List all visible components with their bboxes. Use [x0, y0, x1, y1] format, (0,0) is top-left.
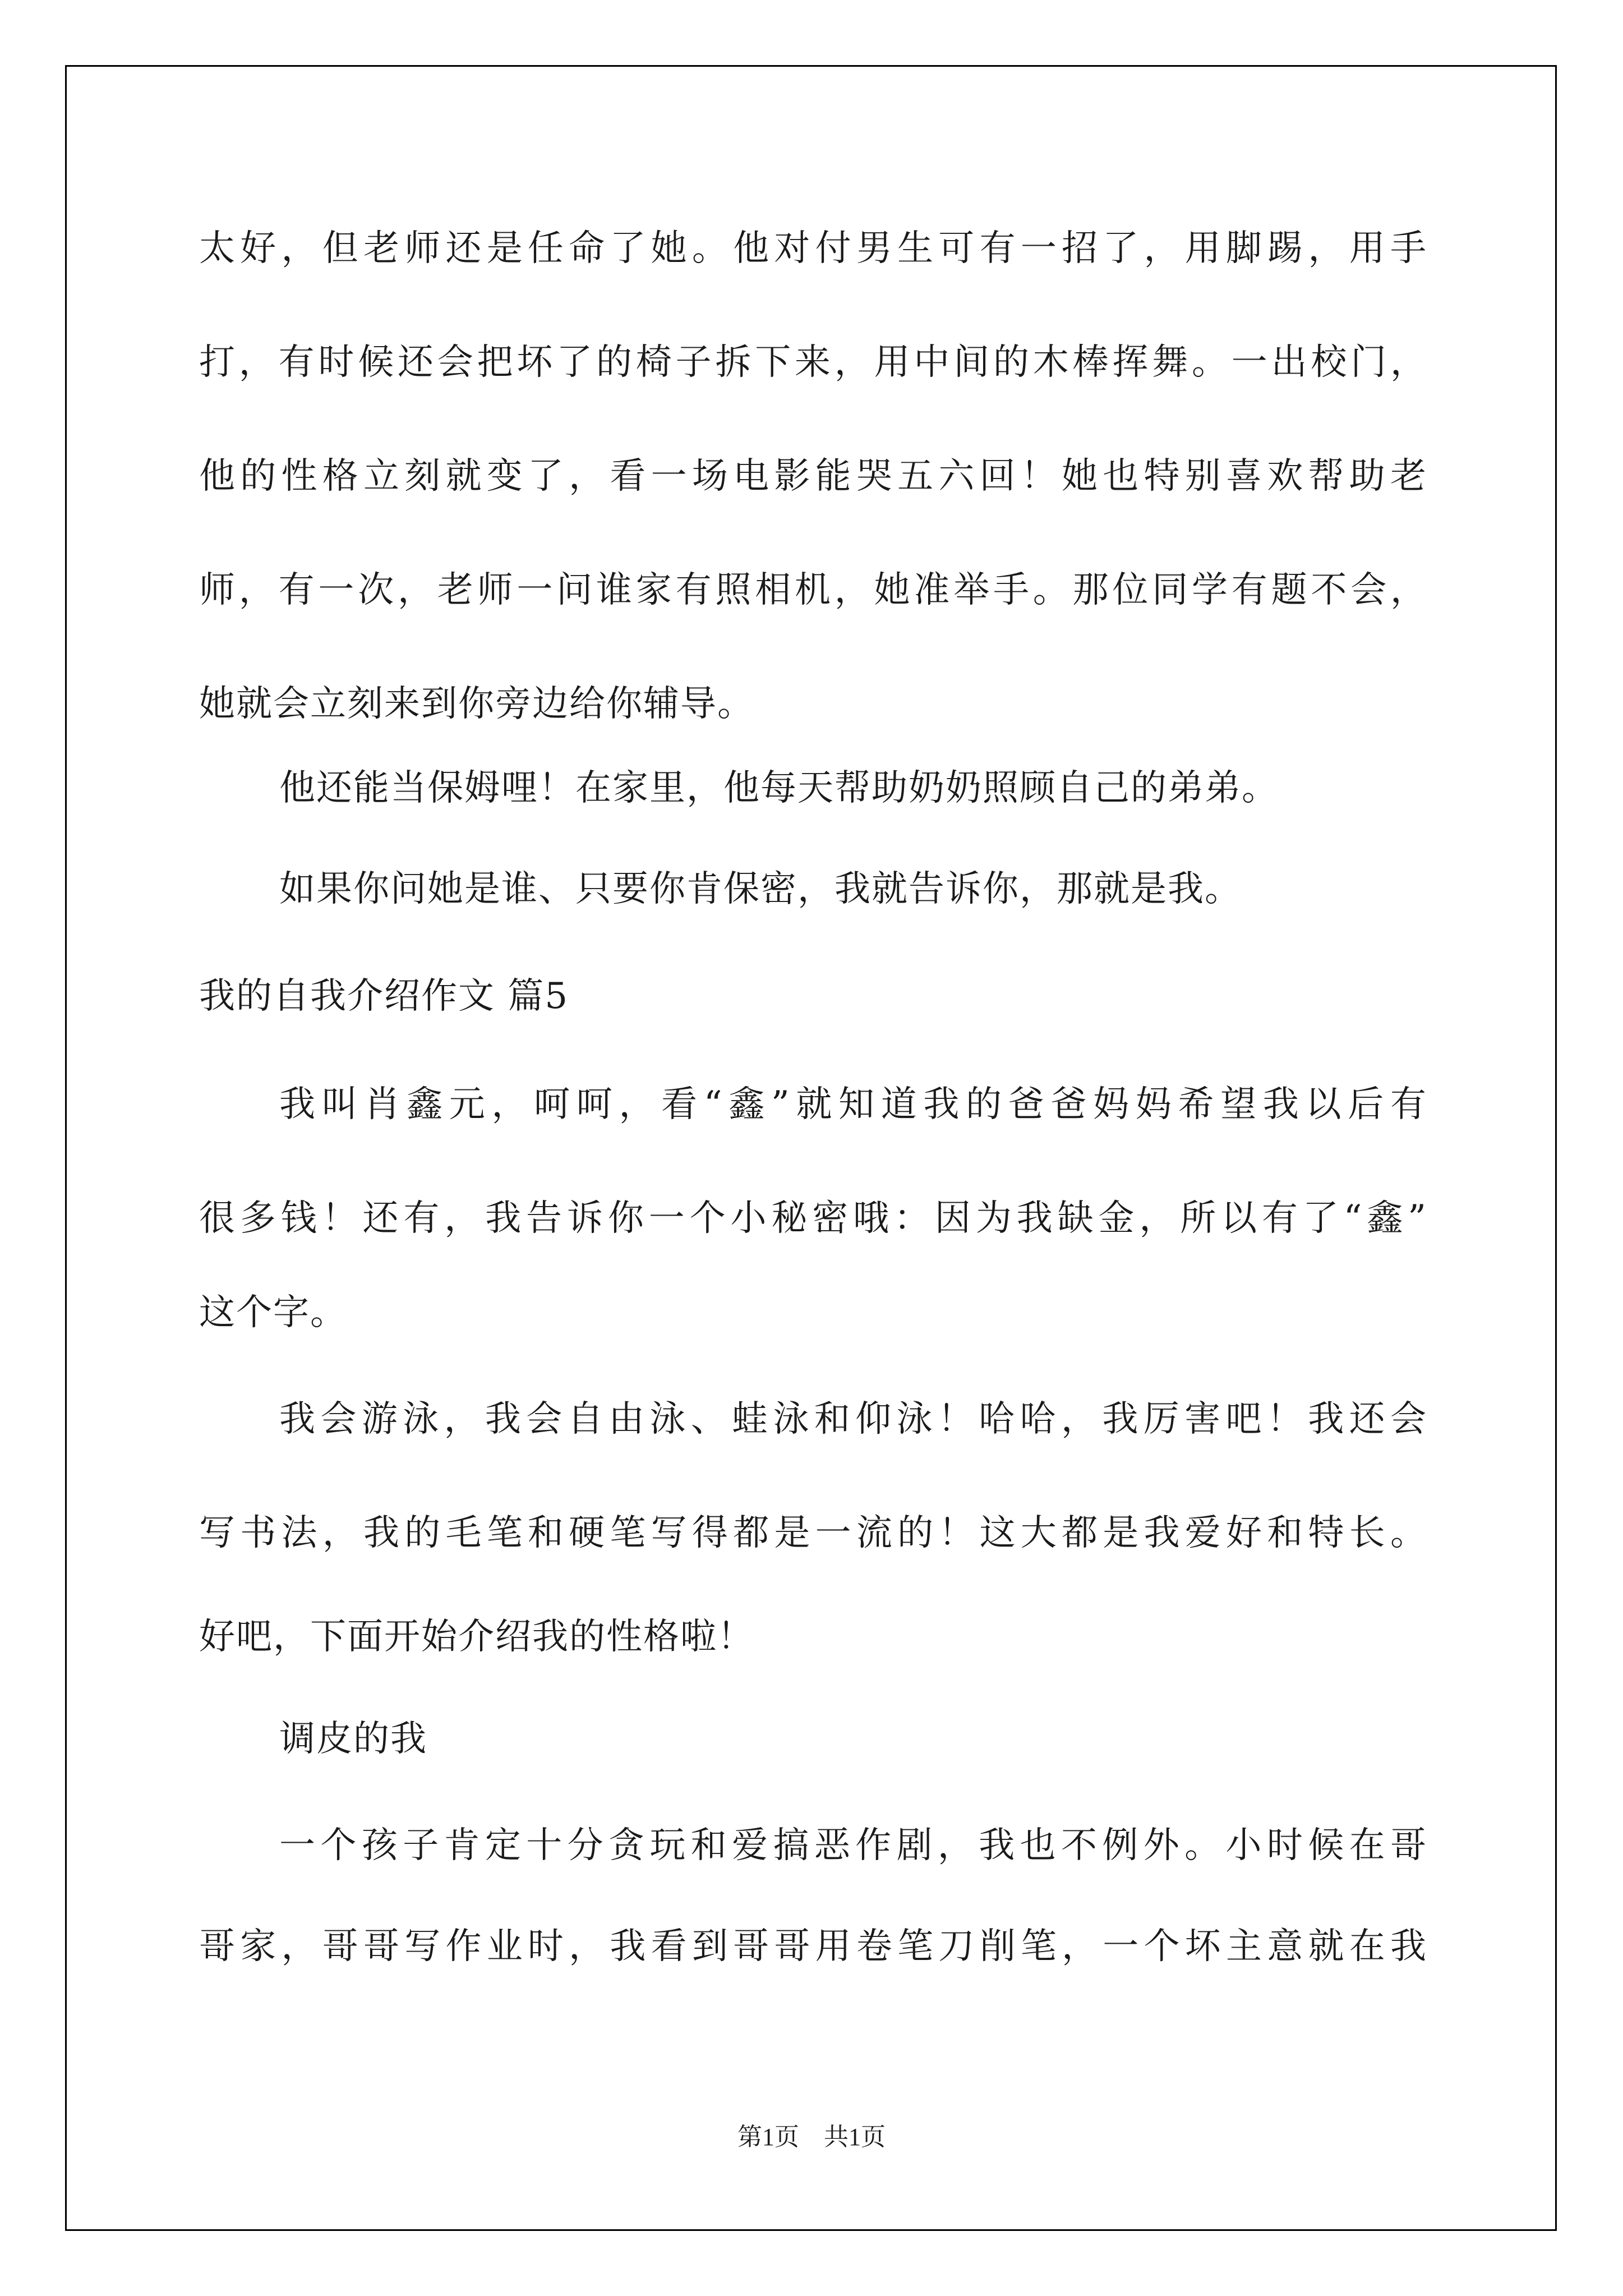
- paragraph-line: 她就会立刻来到你旁边给你辅导。: [199, 683, 754, 725]
- paragraph-line: 我叫肖鑫元，呵呵，看“鑫”就知道我的爸爸妈妈希望我以后有: [279, 1084, 1427, 1125]
- paragraph-line: 好吧，下面开始介绍我的性格啦！: [199, 1616, 754, 1658]
- paragraph-line: 他的性格立刻就变了，看一场电影能哭五六回！她也特别喜欢帮助老: [199, 455, 1427, 497]
- paragraph-line: 师，有一次，老师一问谁家有照相机，她准举手。那位同学有题不会，: [199, 569, 1427, 611]
- section-heading: 我的自我介绍作文 篇5: [199, 976, 569, 1017]
- subheading: 调皮的我: [279, 1718, 427, 1760]
- paragraph-line: 如果你问她是谁、只要你肯保密，我就告诉你，那就是我。: [279, 868, 1242, 910]
- page-footer: 第1页 共1页: [737, 2123, 886, 2151]
- paragraph-line: 打，有时候还会把坏了的椅子拆下来，用中间的木棒挥舞。一出校门，: [199, 342, 1427, 383]
- paragraph-line: 太好，但老师还是任命了她。他对付男生可有一招了，用脚踢，用手: [199, 228, 1427, 269]
- paragraph-line: 这个字。: [199, 1292, 347, 1333]
- paragraph-line: 一个孩子肯定十分贪玩和爱搞恶作剧，我也不例外。小时候在哥: [279, 1825, 1427, 1866]
- paragraph-line: 哥家，哥哥写作业时，我看到哥哥用卷笔刀削笔，一个坏主意就在我: [199, 1926, 1427, 1967]
- paragraph-line: 他还能当保姆哩！在家里，他每天帮助奶奶照顾自己的弟弟。: [279, 767, 1279, 809]
- paragraph-line: 写书法，我的毛笔和硬笔写得都是一流的！这大都是我爱好和特长。: [199, 1512, 1427, 1554]
- paragraph-line: 很多钱！还有，我告诉你一个小秘密哦：因为我缺金，所以有了“鑫”: [199, 1198, 1427, 1239]
- paragraph-line: 我会游泳，我会自由泳、蛙泳和仰泳！哈哈，我厉害吧！我还会: [279, 1398, 1427, 1440]
